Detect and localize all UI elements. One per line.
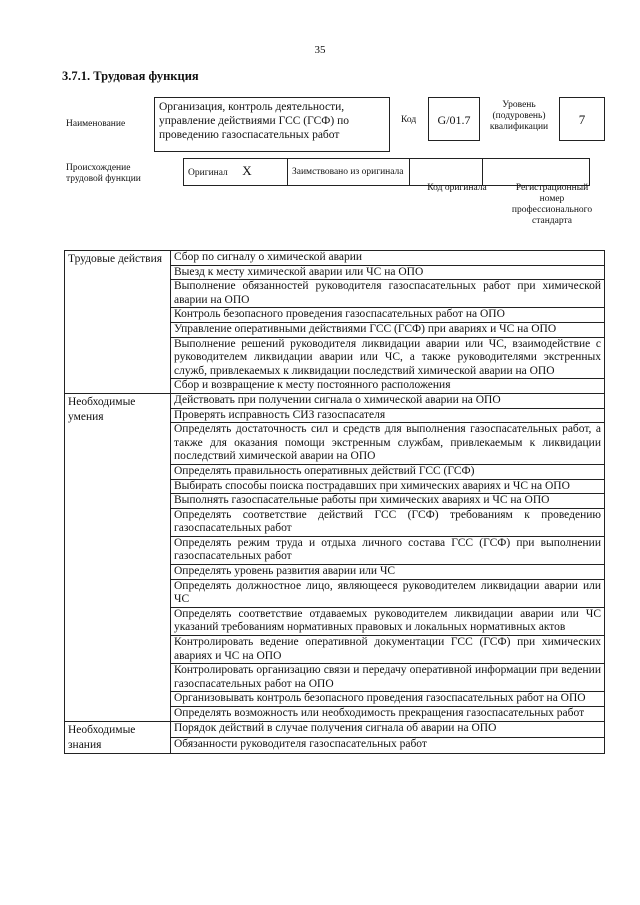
section-item: Выбирать способы поиска пострадавших при химических авариях и ЧС на ОПО xyxy=(171,479,605,494)
reg-number-cell xyxy=(483,159,590,186)
origin-original-cell xyxy=(184,159,288,186)
code-label: Код xyxy=(401,115,417,125)
section-item: Контроль безопасного проведения газоспасательных работ на ОПО xyxy=(171,308,605,323)
section-item: Контролировать ведение оперативной документации ГСС (ГСФ) при химических авариях и ЧС на ОПО xyxy=(171,636,605,664)
section-item: Сбор и возвращение к месту постоянного расположения xyxy=(171,379,605,394)
table-row xyxy=(65,251,605,266)
original-label: Оригинал xyxy=(188,168,228,178)
section-item: Определять правильность оперативных действий ГСС (ГСФ) xyxy=(171,464,605,479)
reg-number-label: Регистрационный номер профессионального стандарта xyxy=(511,183,593,226)
section-item: Определять должностное лицо, являющееся руководителем ликвидации аварии или ЧС xyxy=(171,579,605,607)
section-item: Выезд к месту химической аварии или ЧС на ОПО xyxy=(171,265,605,280)
section-item: Определять достаточность сил и средств для выполнения газоспасательных работ, а также для оказания помощи экстренным службам, привлекаемым к ликвидации последствий химической аварии на ОПО xyxy=(171,423,605,465)
code-value-box: G/01.7 xyxy=(428,97,480,141)
section-item: Управление оперативными действиями ГСС (ГСФ) при авариях и ЧС на ОПО xyxy=(171,322,605,337)
section-item: Определять режим труда и отдыха личного состава ГСС (ГСФ) при выполнении газоспасательных работ xyxy=(171,536,605,564)
section-item: Определять соответствие отдаваемых руководителем ликвидации аварии или ЧС указаний требованиям нормативных правовых и локальных нормативных актов xyxy=(171,607,605,635)
code-original-label: Код оригинала xyxy=(427,183,487,193)
function-table xyxy=(64,250,605,754)
section-item: Сбор по сигналу о химической аварии xyxy=(171,251,605,266)
section-item: Определять соответствие действий ГСС (ГСФ) требованиям к проведению газоспасательных работ xyxy=(171,508,605,536)
name-value-box: Организация, контроль деятельности, управление действиями ГСС (ГСФ) по проведению газоспасательных работ xyxy=(154,97,390,152)
page-number: 35 xyxy=(314,44,326,56)
section-item: Выполнение обязанностей руководителя газоспасательных работ при химической аварии на ОПО xyxy=(171,280,605,308)
section-item: Выполнение решений руководителя ликвидации аварии или ЧС, взаимодействие с руководителем ликвидации аварии или ЧС, а также руководителями экстренных служб, привлекаемых к ликвидации последствий химической аварии на ОПО xyxy=(171,337,605,379)
section-label: Необходимые знания xyxy=(65,721,171,753)
level-value-box: 7 xyxy=(559,97,605,141)
section-item: Контролировать организацию связи и передачу оперативной информации при ведении газоспасательных работ на ОПО xyxy=(171,664,605,692)
name-label: Наименование xyxy=(66,119,126,129)
section-item: Организовывать контроль безопасного проведения газоспасательных работ на ОПО xyxy=(171,692,605,707)
section-item: Выполнять газоспасательные работы при химических авариях и ЧС на ОПО xyxy=(171,494,605,509)
section-item: Действовать при получении сигнала о химической аварии на ОПО xyxy=(171,393,605,408)
section-title: 3.7.1. Трудовая функция xyxy=(62,69,199,83)
level-label: Уровень (подуровень) квалификации xyxy=(489,100,549,132)
section-item: Порядок действий в случае получения сигнала об аварии на ОПО xyxy=(171,721,605,737)
origin-table xyxy=(183,158,590,186)
section-label: Трудовые действия xyxy=(65,251,171,394)
table-row xyxy=(65,721,605,737)
section-item: Определять возможность или необходимость прекращения газоспасательных работ xyxy=(171,707,605,722)
original-mark: X xyxy=(242,163,252,178)
section-item: Проверять исправность СИЗ газоспасателя xyxy=(171,408,605,423)
section-label: Необходимые умения xyxy=(65,393,171,721)
origin-label: Происхождение трудовой функции xyxy=(66,163,141,184)
borrowed-label: Заимствовано из оригинала xyxy=(288,159,410,186)
section-item: Обязанности руководителя газоспасательных работ xyxy=(171,737,605,753)
code-original-cell xyxy=(410,159,483,186)
section-item: Определять уровень развития аварии или ЧС xyxy=(171,565,605,580)
table-row xyxy=(65,393,605,408)
